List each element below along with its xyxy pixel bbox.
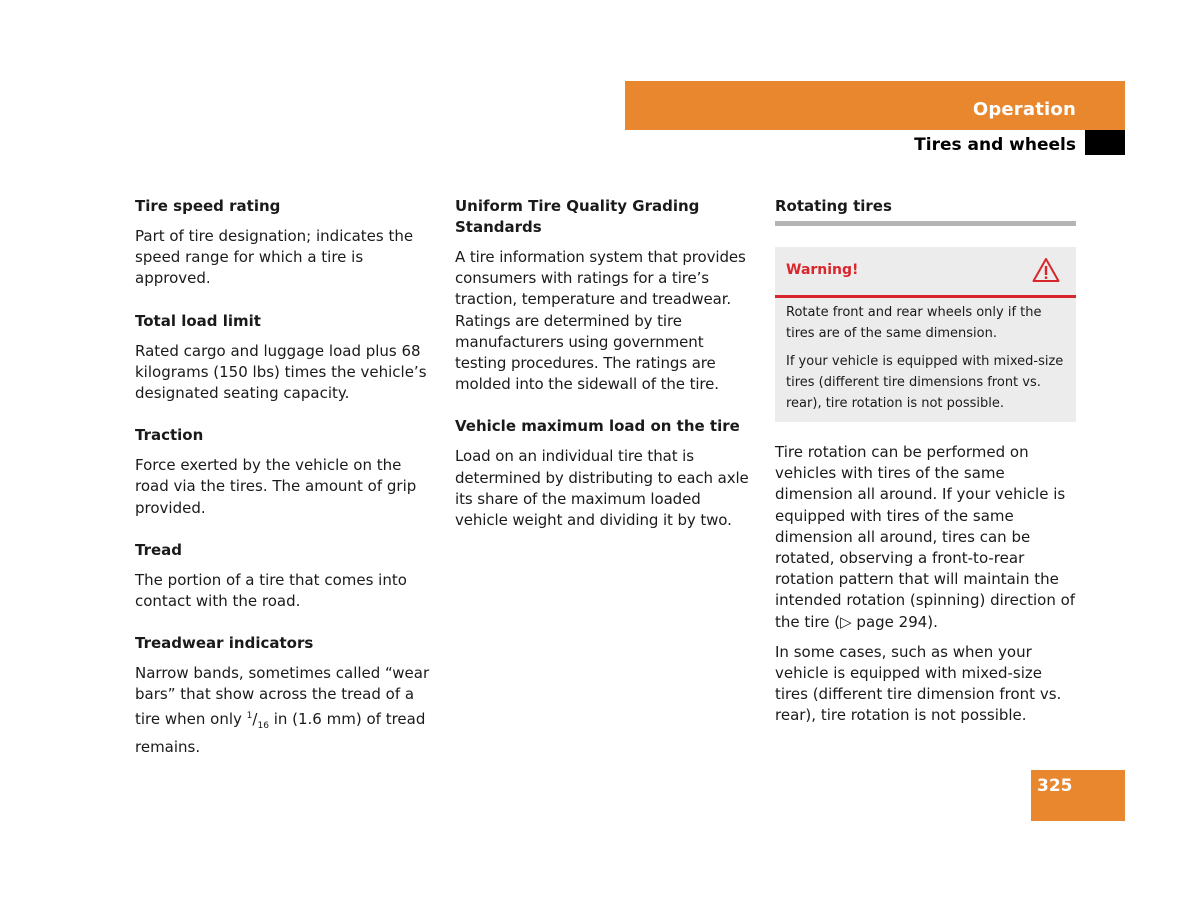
header-marker-block — [1085, 130, 1125, 155]
warning-label: Warning! — [786, 262, 859, 278]
warning-paragraph: Rotate front and rear wheels only if the tires are of the same dimension. — [786, 305, 1042, 341]
term-description: Part of tire designation; indicates the speed range for which a tire is approved. — [135, 227, 414, 288]
warning-box — [775, 247, 1076, 422]
term-description: Force exerted by the vehicle on the road via the tires. The amount of grip provided. — [135, 456, 417, 517]
term-heading: Total load limit — [135, 311, 261, 330]
term-description: The portion of a tire that comes into contact with the road. — [135, 570, 407, 611]
desc-text: in (1.6 mm) of tread remains. — [135, 709, 426, 756]
subsection-title: Tires and wheels — [914, 135, 1076, 155]
column-1 — [135, 196, 435, 779]
term-heading: Uniform Tire Quality Grading Standards — [455, 197, 700, 236]
term-heading: Treadwear indicators — [135, 634, 314, 653]
desc-text: Narrow bands, sometimes called “wear bars” that show across the tread of a tire when only — [135, 664, 430, 728]
section-title: Operation — [972, 99, 1076, 120]
body-paragraph: Tire rotation can be performed on vehicles with tires of the same dimension all around. If your vehicle is equipped with tires of the same dimension all around, tires can be rotated, observing a front-to-rear rotation pattern that will maintain the intended rotation (spinning) direction of the tire (▷ page 294). — [775, 443, 1076, 631]
term-description: Rated cargo and luggage load plus 68 kilograms (150 lbs) times the vehicle’s designated seating capacity. — [135, 341, 427, 403]
term-description — [135, 663, 435, 758]
term-heading: Vehicle maximum load on the tire — [455, 417, 740, 436]
warning-header — [775, 247, 1076, 298]
page-number: 325 — [1037, 776, 1073, 796]
body-paragraph: In some cases, such as when your vehicle is equipped with mixed-size tires (different tire dimension front vs. rear), tire rotation is not possible. — [775, 642, 1062, 725]
warning-triangle-icon — [1032, 257, 1060, 283]
term-heading: Tire speed rating — [135, 197, 281, 215]
term-heading: Tread — [135, 540, 183, 559]
fraction: $^1/_{16}$ — [246, 709, 269, 731]
term-heading: Traction — [135, 426, 204, 445]
term-description: A tire information system that provides consumers with ratings for a tire’s traction, temperature and treadwear. Ratings are determined by tire manufacturers using government testing procedures. The ratings are molded into the sidewall of the tire. — [455, 248, 746, 394]
section-heading: Rotating tires — [775, 197, 892, 215]
fraction-denominator: 16 — [257, 720, 269, 731]
column-2 — [455, 196, 755, 552]
fraction-numerator: 1 — [246, 710, 253, 721]
term-description: Load on an individual tire that is determined by distributing to each axle its share of the maximum loaded vehicle weight and dividing it by two. — [455, 447, 749, 530]
section-rule — [775, 221, 1076, 226]
warning-paragraph: If your vehicle is equipped with mixed-size tires (different tire dimensions front vs. rear), tire rotation is not possible. — [786, 354, 1064, 411]
column-3 — [775, 196, 1076, 748]
